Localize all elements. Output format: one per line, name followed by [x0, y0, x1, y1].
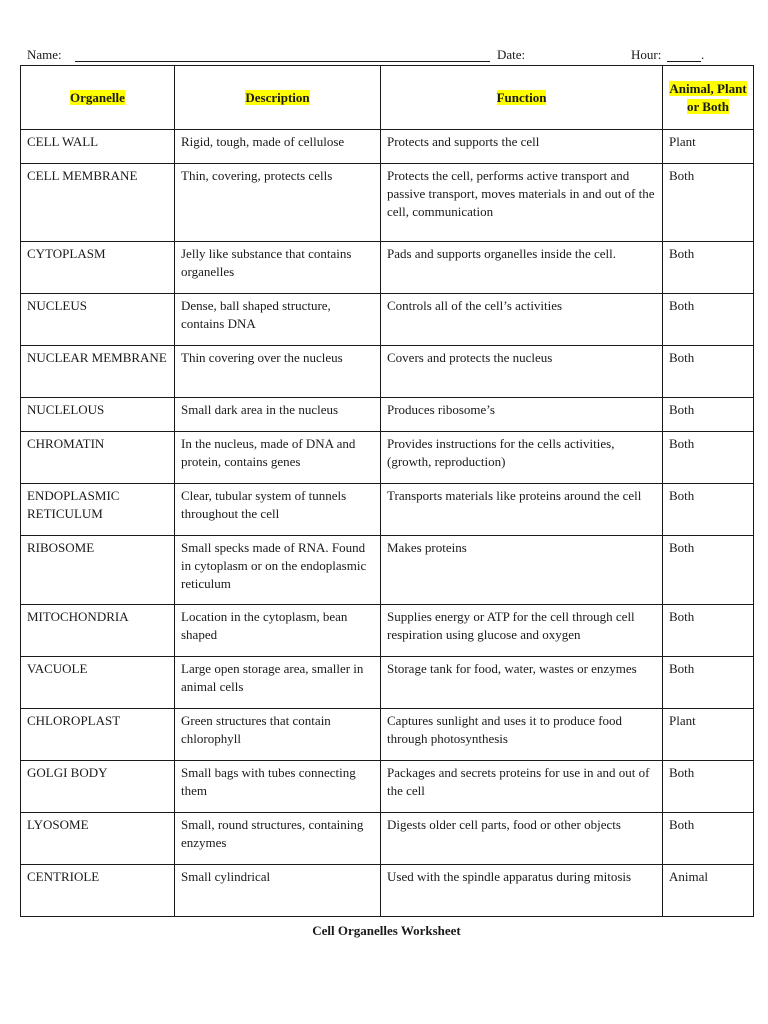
- type-cell: Both: [663, 242, 754, 294]
- table-row: [21, 761, 754, 813]
- table-row: [21, 536, 754, 605]
- table-row: [21, 709, 754, 761]
- organelle-cell: VACUOLE: [21, 657, 175, 709]
- date-label: Date:: [497, 47, 526, 62]
- column-header-type: Animal, Plant or Both: [663, 66, 754, 130]
- type-cell: Both: [663, 432, 754, 484]
- organelle-cell: CELL WALL: [21, 130, 175, 164]
- function-cell: Pads and supports organelles inside the cell.: [381, 242, 663, 294]
- description-cell: Small cylindrical: [175, 865, 381, 917]
- function-cell: Provides instructions for the cells activities, (growth, reproduction): [381, 432, 663, 484]
- organelle-cell: CYTOPLASM: [21, 242, 175, 294]
- type-cell: Both: [663, 294, 754, 346]
- type-cell: Both: [663, 484, 754, 536]
- worksheet-header: [27, 47, 745, 65]
- description-cell: Jelly like substance that contains organelles: [175, 242, 381, 294]
- name-label: Name:: [27, 47, 62, 62]
- description-cell: Thin covering over the nucleus: [175, 346, 381, 398]
- function-cell: Covers and protects the nucleus: [381, 346, 663, 398]
- type-cell: Animal: [663, 865, 754, 917]
- type-cell: Both: [663, 164, 754, 242]
- type-cell: Both: [663, 346, 754, 398]
- function-cell: Makes proteins: [381, 536, 663, 605]
- function-cell: Supplies energy or ATP for the cell through cell respiration using glucose and oxygen: [381, 605, 663, 657]
- table-row: [21, 432, 754, 484]
- table-row: [21, 865, 754, 917]
- type-cell: Plant: [663, 709, 754, 761]
- organelle-cell: CELL MEMBRANE: [21, 164, 175, 242]
- organelle-cell: GOLGI BODY: [21, 761, 175, 813]
- description-cell: Small specks made of RNA. Found in cytoplasm or on the endoplasmic reticulum: [175, 536, 381, 605]
- function-cell: Digests older cell parts, food or other objects: [381, 813, 663, 865]
- table-row: [21, 813, 754, 865]
- column-header-function: Function: [381, 66, 663, 130]
- function-cell: Packages and secrets proteins for use in and out of the cell: [381, 761, 663, 813]
- description-cell: Small bags with tubes connecting them: [175, 761, 381, 813]
- table-row: [21, 164, 754, 242]
- function-cell: Used with the spindle apparatus during mitosis: [381, 865, 663, 917]
- type-cell: Both: [663, 398, 754, 432]
- description-cell: Thin, covering, protects cells: [175, 164, 381, 242]
- organelle-cell: LYOSOME: [21, 813, 175, 865]
- type-cell: Both: [663, 761, 754, 813]
- description-cell: Rigid, tough, made of cellulose: [175, 130, 381, 164]
- description-cell: Dense, ball shaped structure, contains DNA: [175, 294, 381, 346]
- column-header-organelle: Organelle: [21, 66, 175, 130]
- table-row: [21, 484, 754, 536]
- hour-blank-line[interactable]: [667, 61, 701, 62]
- column-header-description: Description: [175, 66, 381, 130]
- worksheet-title: Cell Organelles Worksheet: [312, 923, 461, 938]
- table-row: [21, 294, 754, 346]
- organelle-cell: MITOCHONDRIA: [21, 605, 175, 657]
- function-cell: Protects the cell, performs active transport and passive transport, moves materials in and out of the cell, communication: [381, 164, 663, 242]
- function-cell: Protects and supports the cell: [381, 130, 663, 164]
- description-cell: Large open storage area, smaller in animal cells: [175, 657, 381, 709]
- function-cell: Controls all of the cell’s activities: [381, 294, 663, 346]
- organelle-cell: NUCLELOUS: [21, 398, 175, 432]
- description-cell: Green structures that contain chlorophyll: [175, 709, 381, 761]
- type-cell: Both: [663, 605, 754, 657]
- table-row: [21, 130, 754, 164]
- function-cell: Storage tank for food, water, wastes or enzymes: [381, 657, 663, 709]
- organelle-cell: NUCLEAR MEMBRANE: [21, 346, 175, 398]
- organelle-cell: ENDOPLASMIC RETICULUM: [21, 484, 175, 536]
- organelle-cell: CHROMATIN: [21, 432, 175, 484]
- description-cell: Small, round structures, containing enzymes: [175, 813, 381, 865]
- type-cell: Both: [663, 657, 754, 709]
- organelle-cell: CHLOROPLAST: [21, 709, 175, 761]
- description-cell: Small dark area in the nucleus: [175, 398, 381, 432]
- table-row: [21, 242, 754, 294]
- description-cell: Clear, tubular system of tunnels throughout the cell: [175, 484, 381, 536]
- function-cell: Transports materials like proteins around the cell: [381, 484, 663, 536]
- organelles-table: [20, 65, 754, 917]
- table-row: [21, 398, 754, 432]
- hour-label: Hour:: [631, 47, 662, 62]
- description-cell: In the nucleus, made of DNA and protein, contains genes: [175, 432, 381, 484]
- type-cell: Both: [663, 813, 754, 865]
- description-cell: Location in the cytoplasm, bean shaped: [175, 605, 381, 657]
- hour-trail: .: [701, 47, 705, 62]
- table-header-row: [21, 66, 754, 130]
- organelle-cell: CENTRIOLE: [21, 865, 175, 917]
- function-cell: Produces ribosome’s: [381, 398, 663, 432]
- table-row: [21, 657, 754, 709]
- type-cell: Both: [663, 536, 754, 605]
- name-blank-line[interactable]: [75, 61, 490, 62]
- table-row: [21, 346, 754, 398]
- function-cell: Captures sunlight and uses it to produce food through photosynthesis: [381, 709, 663, 761]
- organelle-cell: RIBOSOME: [21, 536, 175, 605]
- organelle-cell: NUCLEUS: [21, 294, 175, 346]
- table-row: [21, 605, 754, 657]
- type-cell: Plant: [663, 130, 754, 164]
